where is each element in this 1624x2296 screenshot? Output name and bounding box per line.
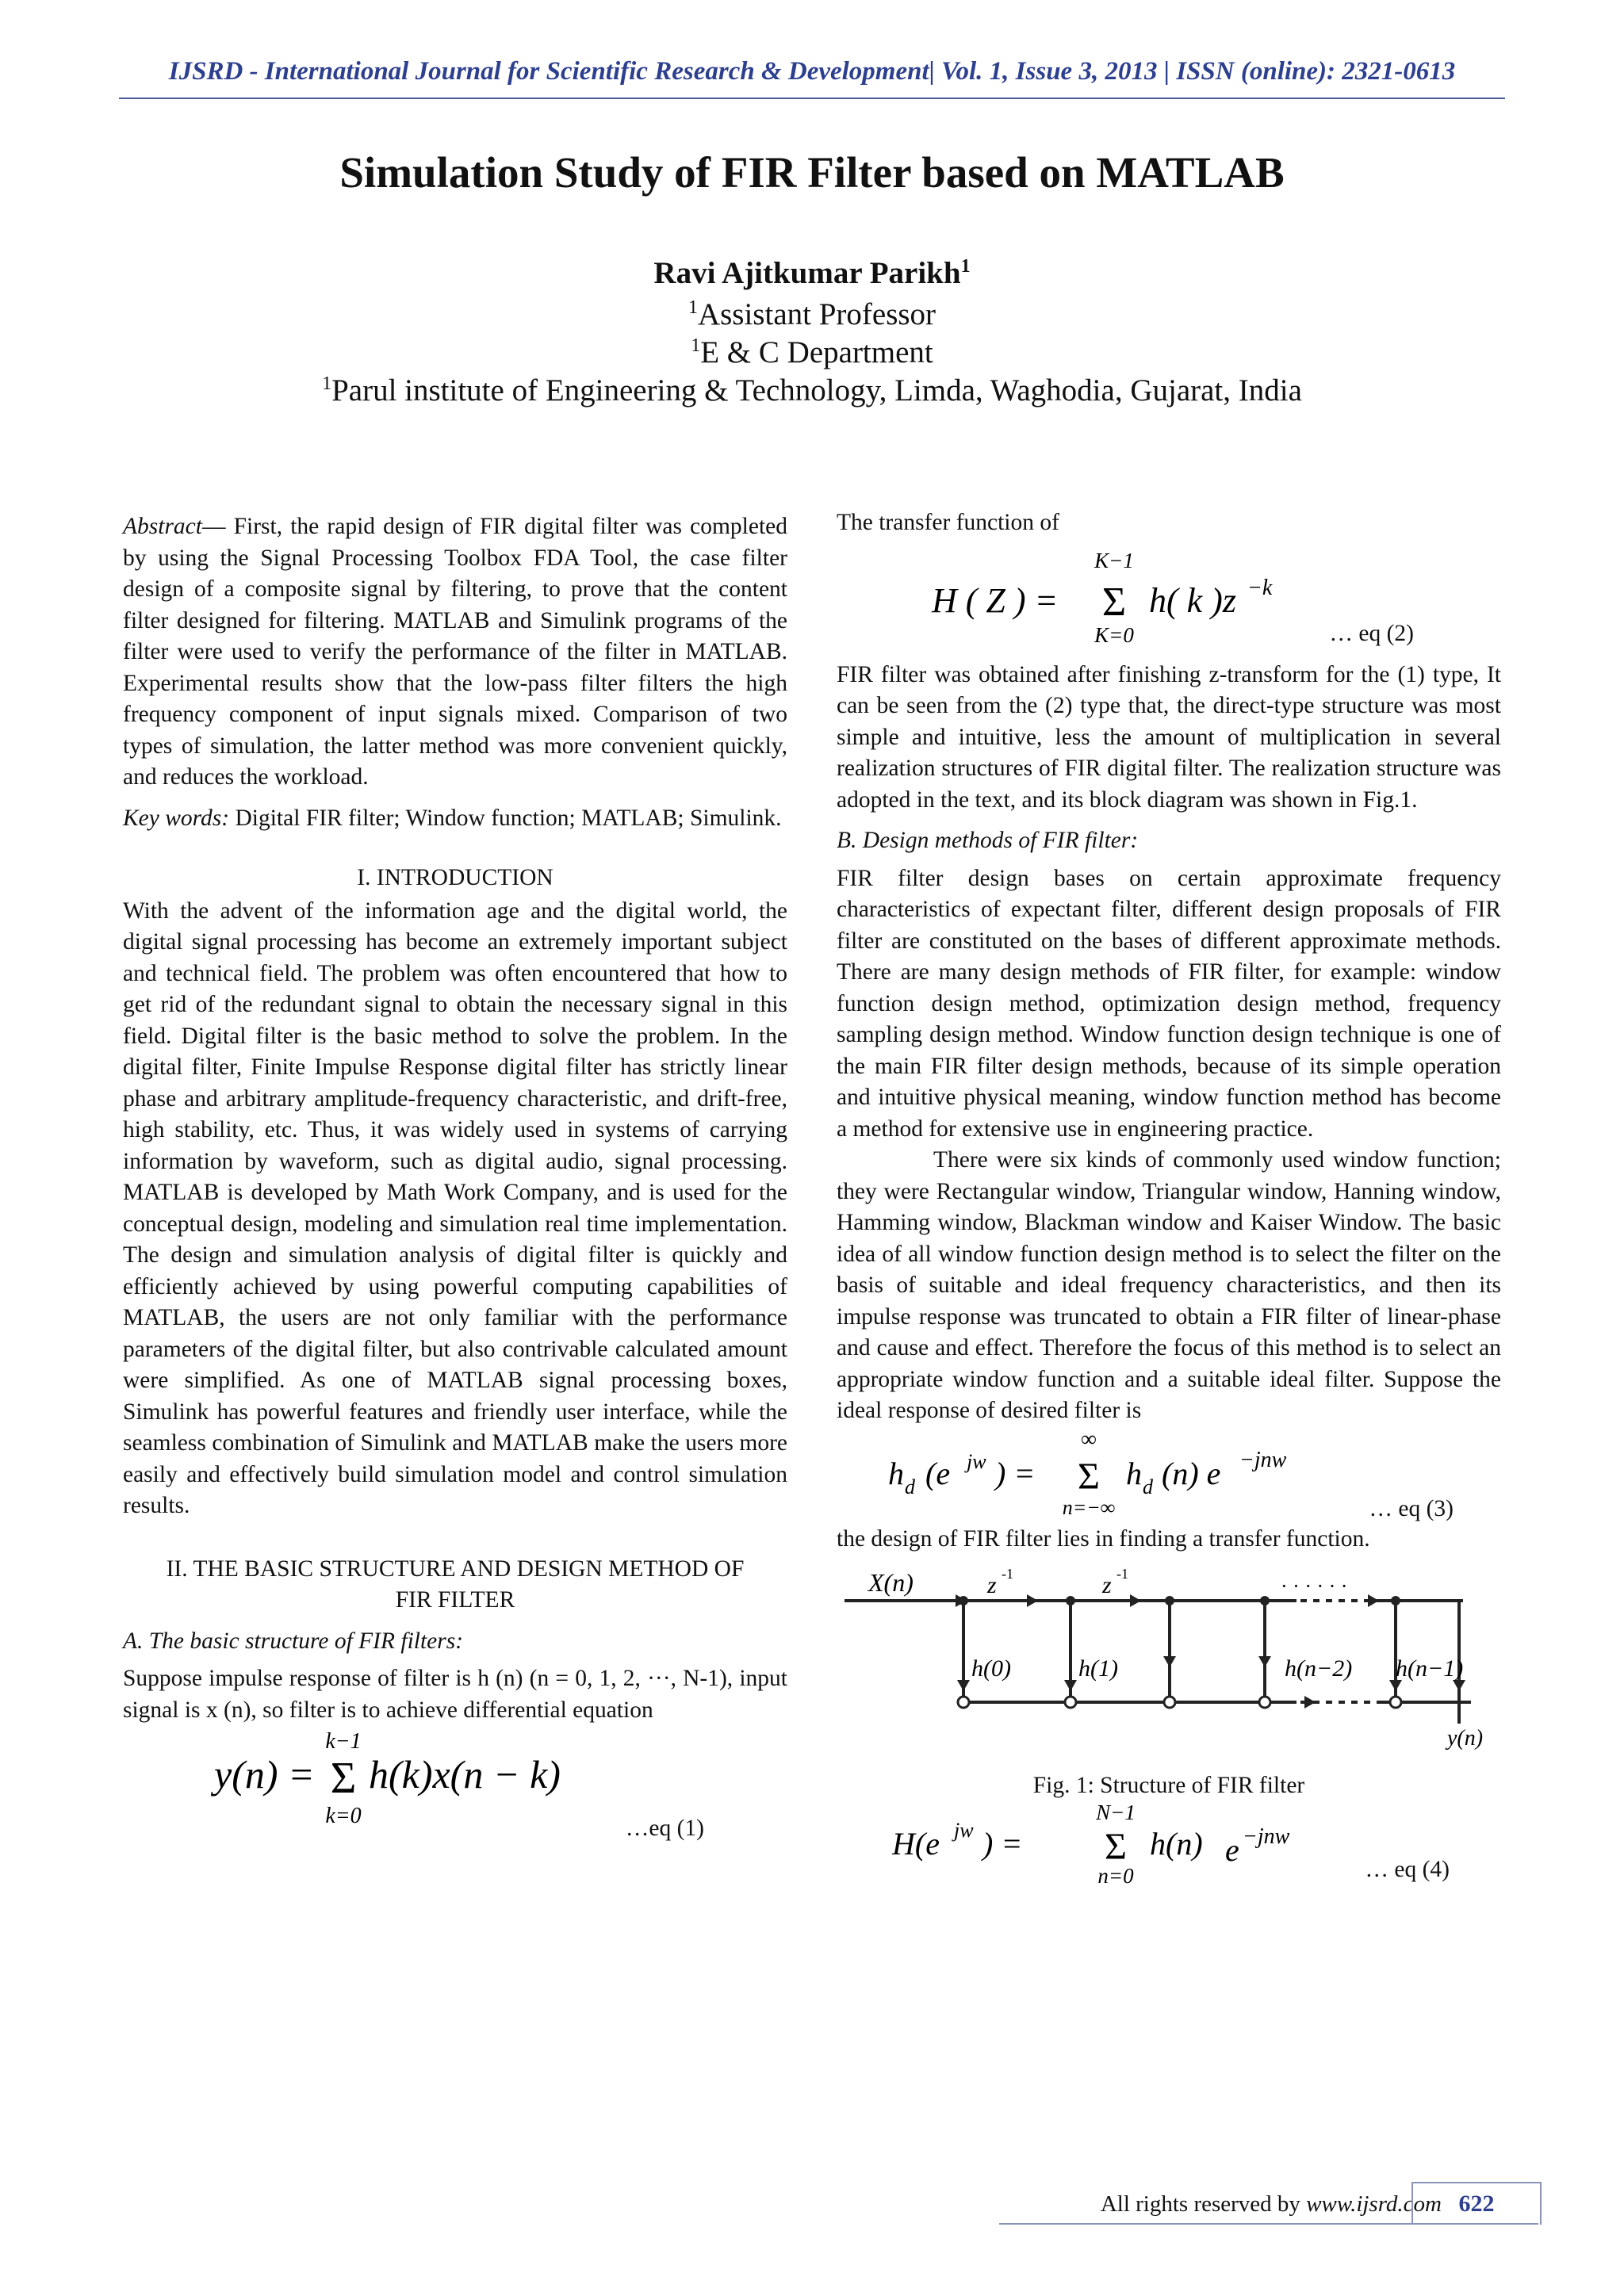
eq4-rhs2: e [1225, 1831, 1239, 1868]
eq1-sum-bottom: k=0 [325, 1804, 362, 1828]
fir-structure-svg [837, 1561, 1501, 1766]
fig-tap-hn1: h(n−1) [1396, 1655, 1464, 1682]
fig-tap-hn2: h(n−2) [1285, 1655, 1353, 1682]
eq1-label: …eq (1) [625, 1816, 704, 1841]
fig-output-label: y(n) [1447, 1726, 1484, 1751]
eq1-sum: Σ [330, 1754, 357, 1803]
fig-delay-1: z [987, 1572, 997, 1598]
arrow-sum [1304, 1696, 1316, 1709]
node-4 [1391, 1596, 1400, 1605]
eq3-sum: Σ [1078, 1455, 1100, 1498]
fig-input-label: X(n) [868, 1568, 914, 1597]
equation-3 [837, 1427, 1501, 1524]
eq2-rhs: h( k )z [1149, 580, 1236, 620]
subsection-a-heading: A. The basic structure of FIR filters: [123, 1628, 464, 1654]
arrow-d3 [1368, 1594, 1379, 1607]
arrow-h5 [1453, 1680, 1465, 1691]
sum-node-4 [1390, 1697, 1401, 1708]
node-2 [1165, 1596, 1174, 1605]
paper-title: Simulation Study of FIR Filter based on MATLAB [339, 148, 1285, 197]
fig-delay-1-exp: -1 [1002, 1566, 1013, 1582]
header-rule [119, 98, 1505, 99]
arrow-h4 [1389, 1680, 1402, 1691]
author-name: Ravi Ajitkumar Parikh$^1$ [653, 256, 971, 290]
subsection-b-text: FIR filter design bases on certain approximate frequency characteristics of expectant filter, different design proposals of FIR filter are constituted on the bases of different approximate methods. There are many design methods of FIR filter, for example: window function design method, optimization design method, frequency sampling design method. Window function design technique is one of the main FIR filter design methods, because of its simple operation and intuitive physical meaning, window function method has become a method for extensive use in engineering practice. [837, 865, 1501, 1142]
node-1 [1066, 1596, 1075, 1605]
equation-1 [123, 1726, 787, 1841]
eq3-rhs: h [1126, 1455, 1142, 1491]
eq3-lhs-sub: d [905, 1475, 915, 1498]
sum-node-0 [958, 1697, 969, 1708]
arrow-h2 [1163, 1656, 1176, 1667]
eq1-rhs: h(k)x(n − k) [369, 1752, 561, 1797]
basic-structure-heading: II. THE BASIC STRUCTURE AND DESIGN METHOD OF FIR FILTER [166, 1556, 745, 1613]
affiliation-1: $^1$Assistant Professor [688, 297, 936, 331]
eq2-sum: Σ [1101, 579, 1127, 625]
left-column [123, 511, 787, 1841]
node-3 [1260, 1596, 1270, 1605]
subsection-a-text: Suppose impulse response of filter is h (n) (n = 0, 1, 2, ···, N-1), input signal is x (n), so filter is to achieve differential equation [123, 1666, 787, 1723]
sum-node-3 [1259, 1697, 1270, 1708]
eq4-label: … eq (4) [1365, 1856, 1450, 1882]
eq3-lhs-arg: (e [925, 1455, 951, 1491]
equation-4 [837, 1802, 1501, 1889]
subsection-b-heading: B. Design methods of FIR filter: [837, 828, 1139, 853]
transfer-function-intro: The transfer function of [837, 510, 1059, 535]
abstract: Abstract— First, the rapid design of FIR digital filter was completed by using the Signal Processing Toolbox FDA Tool, the case filter design of a composite signal by filtering, to prove that the content filter designed for filtering. MATLAB and Simulink programs of the filter were used to verify the performance of the filter in MATLAB. Experimental results show that the low-pass filter filters the high frequency component of input signals mixed. Comparison of two types of simulation, the latter method was more convenient quickly, and reduces the workload. [123, 514, 787, 790]
fig-tap-h1: h(1) [1078, 1655, 1118, 1682]
keywords: Key words: Digital FIR filter; Window function; MATLAB; Simulink. [123, 805, 782, 831]
fig-delay-2: z [1102, 1572, 1112, 1598]
arrow-d1 [1027, 1594, 1038, 1607]
intro-heading: I. INTRODUCTION [357, 865, 553, 890]
eq3-sum-top: ∞ [1081, 1426, 1097, 1452]
design-text: the design of FIR filter lies in finding a transfer function. [837, 1525, 1370, 1552]
eq4-lhs-exp: jw [954, 1818, 974, 1842]
eq3-exp: −jnw [1239, 1447, 1287, 1472]
eq3-lhs-exp: jw [967, 1449, 986, 1473]
transfer-function-text: FIR filter was obtained after finishing z-transform for the (1) type, It can be seen from the (2) type that, the direct-type structure was most simple and intuitive, less the amount of multiplication in several realization structures of FIR digital filter. The realization structure was adopted in the text, and its block diagram was shown in Fig.1. [837, 661, 1501, 813]
fig-dots: · · · · · · [1281, 1575, 1348, 1598]
eq4-sum-bottom: n=0 [1097, 1863, 1134, 1888]
journal-header: IJSRD - International Journal for Scientific Research & Development| Vol. 1, Issue 3, 2013 | ISSN (online): 2321-0613 [168, 57, 1456, 86]
eq4-lhs-close: ) = [982, 1825, 1023, 1862]
arrow-d2 [1130, 1594, 1141, 1607]
window-text: There were six kinds of commonly used window function; they were Rectangular window, Triangular window, Hanning window, Hamming window, Blackman window and Kaiser Window. The basic idea of all window function design method is to select the filter on the basis of suitable and ideal frequency characteristics, and then its impulse response was truncated to obtain a FIR filter of linear-phase and cause and effect. Therefore the focus of this method is to select an appropriate window function and a suitable ideal filter. Suppose the ideal response of desired filter is [837, 1147, 1501, 1423]
page-number: 622 [1411, 2182, 1542, 2225]
arrow-h0 [957, 1680, 970, 1691]
arrow-h1 [1064, 1680, 1077, 1691]
fig-delay-2-exp: -1 [1116, 1566, 1128, 1582]
eq2-label: … eq (2) [1329, 620, 1414, 646]
eq2-lhs: H ( Z ) = [932, 580, 1059, 620]
eq3-sum-bottom: n=−∞ [1062, 1495, 1116, 1519]
fir-structure-figure [837, 1561, 1501, 1766]
node-0 [959, 1596, 968, 1605]
eq4-exp: −jnw [1243, 1823, 1290, 1849]
intro-text: With the advent of the information age and the digital world, the digital signal processing has become an extremely important subject and technical field. The problem was often encountered that how to get rid of the redundant signal to obtain the necessary signal in this field. Digital filter is the basic method to solve the problem. In the digital filter, Finite Impulse Response digital filter has strictly linear phase and arbitrary amplitude-frequency characteristic, and drift-free, high stability, etc. Thus, it was widely used in systems of carrying information by waveform, such as digital audio, signal processing. MATLAB is developed by Math Work Company, and is used for the conceptual design, modeling and simulation real time implementation. The design and simulation analysis of digital filter is quickly and efficiently achieved by using powerful computing capabilities of MATLAB, the users are not only familiar with the performance parameters of the digital filter, but also contrivable calculated amount were simplified. As one of MATLAB signal processing boxes, Simulink has powerful features and friendly user interface, while the seamless combination of Simulink and MATLAB make the users more easily and effectively build simulation model and control simulation results. [123, 897, 787, 1518]
footer-rights: All rights reserved by www.ijsrd.com [1100, 2191, 1442, 2217]
sum-node-2 [1164, 1697, 1175, 1708]
eq3-rhs2: (n) e [1162, 1455, 1221, 1491]
eq2-sum-bottom: K=0 [1094, 622, 1134, 647]
eq2-sum-top: K−1 [1094, 548, 1134, 572]
footer-site-link[interactable]: www.ijsrd.com [1306, 2191, 1442, 2217]
eq3-lhs-close: ) = [995, 1455, 1036, 1491]
eq2-exp: −k [1247, 575, 1273, 600]
footer-rule [999, 2223, 1538, 2225]
eq4-lhs: H(e [892, 1825, 940, 1862]
sum-node-1 [1065, 1697, 1076, 1708]
arrow-h3 [1258, 1656, 1271, 1667]
affiliation-2: $^1$E & C Department [691, 335, 933, 369]
fig-tap-h0: h(0) [971, 1655, 1011, 1682]
equation-2 [837, 539, 1501, 650]
eq3-label: … eq (3) [1369, 1495, 1454, 1521]
eq4-sum: Σ [1105, 1825, 1127, 1868]
eq3-rhs-sub: d [1143, 1475, 1153, 1498]
eq4-rhs: h(n) [1150, 1825, 1203, 1862]
eq4-sum-top: N−1 [1096, 1801, 1136, 1824]
eq1-sum-top: k−1 [325, 1729, 362, 1754]
affiliation-3: $^1$Parul institute of Engineering & Technology, Limda, Waghodia, Gujarat, India [322, 373, 1302, 408]
figure-caption: Fig. 1: Structure of FIR filter [1032, 1773, 1305, 1798]
eq3-lhs: h [888, 1455, 904, 1491]
eq1-lhs: y(n) = [214, 1752, 315, 1797]
right-column [837, 507, 1501, 1889]
